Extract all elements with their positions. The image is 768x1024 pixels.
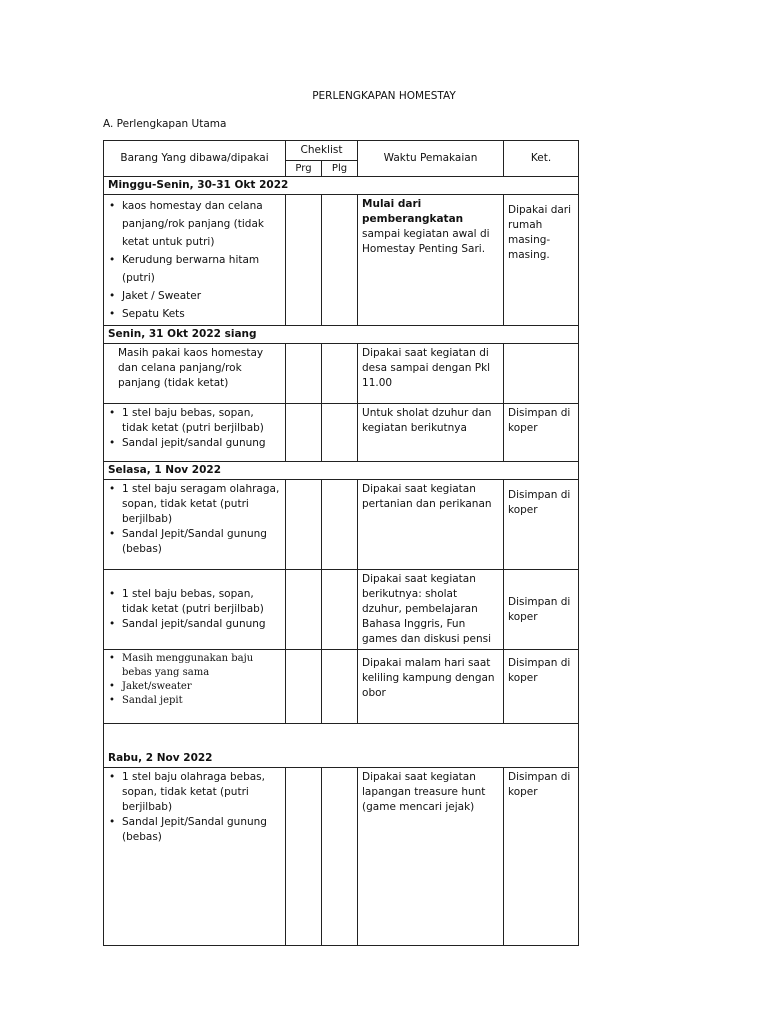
note-cell — [504, 344, 579, 404]
check-prg[interactable] — [286, 195, 322, 326]
table-row — [104, 724, 579, 768]
list-item: • Jaket/sweater — [108, 680, 281, 694]
check-prg[interactable] — [286, 570, 322, 650]
equipment-table — [103, 140, 579, 946]
item-cell — [104, 650, 286, 724]
table-row — [104, 480, 579, 570]
list-item: • Jaket / Sweater — [108, 287, 281, 305]
check-prg[interactable] — [286, 768, 322, 946]
time-rest: sampai kegiatan awal di Homestay Penting Sari. — [362, 228, 490, 255]
check-plg[interactable] — [322, 570, 358, 650]
note-cell: Disimpan di koper — [504, 570, 579, 650]
list-item: • 1 stel baju bebas, sopan, tidak ketat (putri berjilbab) — [108, 406, 281, 436]
header-checklist: Cheklist — [286, 141, 358, 161]
list-item: • kaos homestay dan celana panjang/rok panjang (tidak ketat untuk putri) — [108, 197, 281, 251]
item-cell: Masih pakai kaos homestay dan celana panjang/rok panjang (tidak ketat) — [104, 344, 286, 404]
table-row — [104, 768, 579, 946]
list-item: • 1 stel baju olahraga bebas, sopan, tidak ketat (putri berjilbab) — [108, 770, 281, 815]
check-plg[interactable] — [322, 344, 358, 404]
list-item: • Sandal jepit — [108, 694, 281, 708]
list-item: • 1 stel baju seragam olahraga, sopan, tidak ketat (putri berjilbab) — [108, 482, 281, 527]
time-cell: Dipakai saat kegiatan pertanian dan perikanan — [358, 480, 504, 570]
list-item: • 1 stel baju bebas, sopan, tidak ketat (putri berjilbab) — [108, 587, 281, 617]
check-plg[interactable] — [322, 650, 358, 724]
item-cell — [104, 195, 286, 326]
header-item: Barang Yang dibawa/dipakai — [104, 141, 286, 177]
note-cell: Disimpan di koper — [504, 768, 579, 946]
item-cell — [104, 570, 286, 650]
list-item: • Sandal Jepit/Sandal gunung (bebas) — [108, 527, 281, 557]
header-time: Waktu Pemakaian — [358, 141, 504, 177]
header-prg: Prg — [286, 161, 322, 177]
time-cell: Untuk sholat dzuhur dan kegiatan berikutnya — [358, 404, 504, 462]
day-row: Rabu, 2 Nov 2022 — [104, 724, 579, 768]
note-cell: Disimpan di koper — [504, 480, 579, 570]
section-heading: A. Perlengkapan Utama — [103, 118, 227, 130]
page-title: PERLENGKAPAN HOMESTAY — [312, 90, 456, 102]
header-note: Ket. — [504, 141, 579, 177]
table-row — [104, 650, 579, 724]
list-item: • Sandal jepit/sandal gunung — [108, 617, 281, 632]
check-prg[interactable] — [286, 650, 322, 724]
day-row: Selasa, 1 Nov 2022 — [104, 462, 579, 480]
time-cell: Dipakai saat kegiatan berikutnya: sholat dzuhur, pembelajaran Bahasa Inggris, Fun games dan diskusi pensi — [358, 570, 504, 650]
time-cell: Dipakai saat kegiatan di desa sampai dengan Pkl 11.00 — [358, 344, 504, 404]
item-cell — [104, 768, 286, 946]
time-cell — [358, 195, 504, 326]
list-item: • Kerudung berwarna hitam (putri) — [108, 251, 281, 287]
note-cell: Disimpan di koper — [504, 650, 579, 724]
day-row: Minggu-Senin, 30-31 Okt 2022 — [104, 177, 579, 195]
check-plg[interactable] — [322, 195, 358, 326]
item-cell — [104, 404, 286, 462]
table-row — [104, 344, 579, 404]
check-plg[interactable] — [322, 480, 358, 570]
check-prg[interactable] — [286, 344, 322, 404]
list-item: • Sepatu Kets — [108, 305, 281, 323]
list-item: • Sandal Jepit/Sandal gunung (bebas) — [108, 815, 281, 845]
time-cell: Dipakai saat kegiatan lapangan treasure hunt (game mencari jejak) — [358, 768, 504, 946]
header-plg: Plg — [322, 161, 358, 177]
time-bold: Mulai dari pemberangkatan — [362, 198, 464, 225]
time-cell: Dipakai malam hari saat keliling kampung dengan obor — [358, 650, 504, 724]
table-row — [104, 404, 579, 462]
item-cell — [104, 480, 286, 570]
table-row — [104, 195, 579, 326]
note-cell: Disimpan di koper — [504, 404, 579, 462]
list-item: • Masih menggunakan baju bebas yang sama — [108, 652, 281, 680]
check-prg[interactable] — [286, 404, 322, 462]
note-cell: Dipakai dari rumah masing-masing. — [504, 195, 579, 326]
day-row: Senin, 31 Okt 2022 siang — [104, 326, 579, 344]
table-row — [104, 570, 579, 650]
list-item: • Sandal jepit/sandal gunung — [108, 436, 281, 451]
check-prg[interactable] — [286, 480, 322, 570]
check-plg[interactable] — [322, 768, 358, 946]
check-plg[interactable] — [322, 404, 358, 462]
